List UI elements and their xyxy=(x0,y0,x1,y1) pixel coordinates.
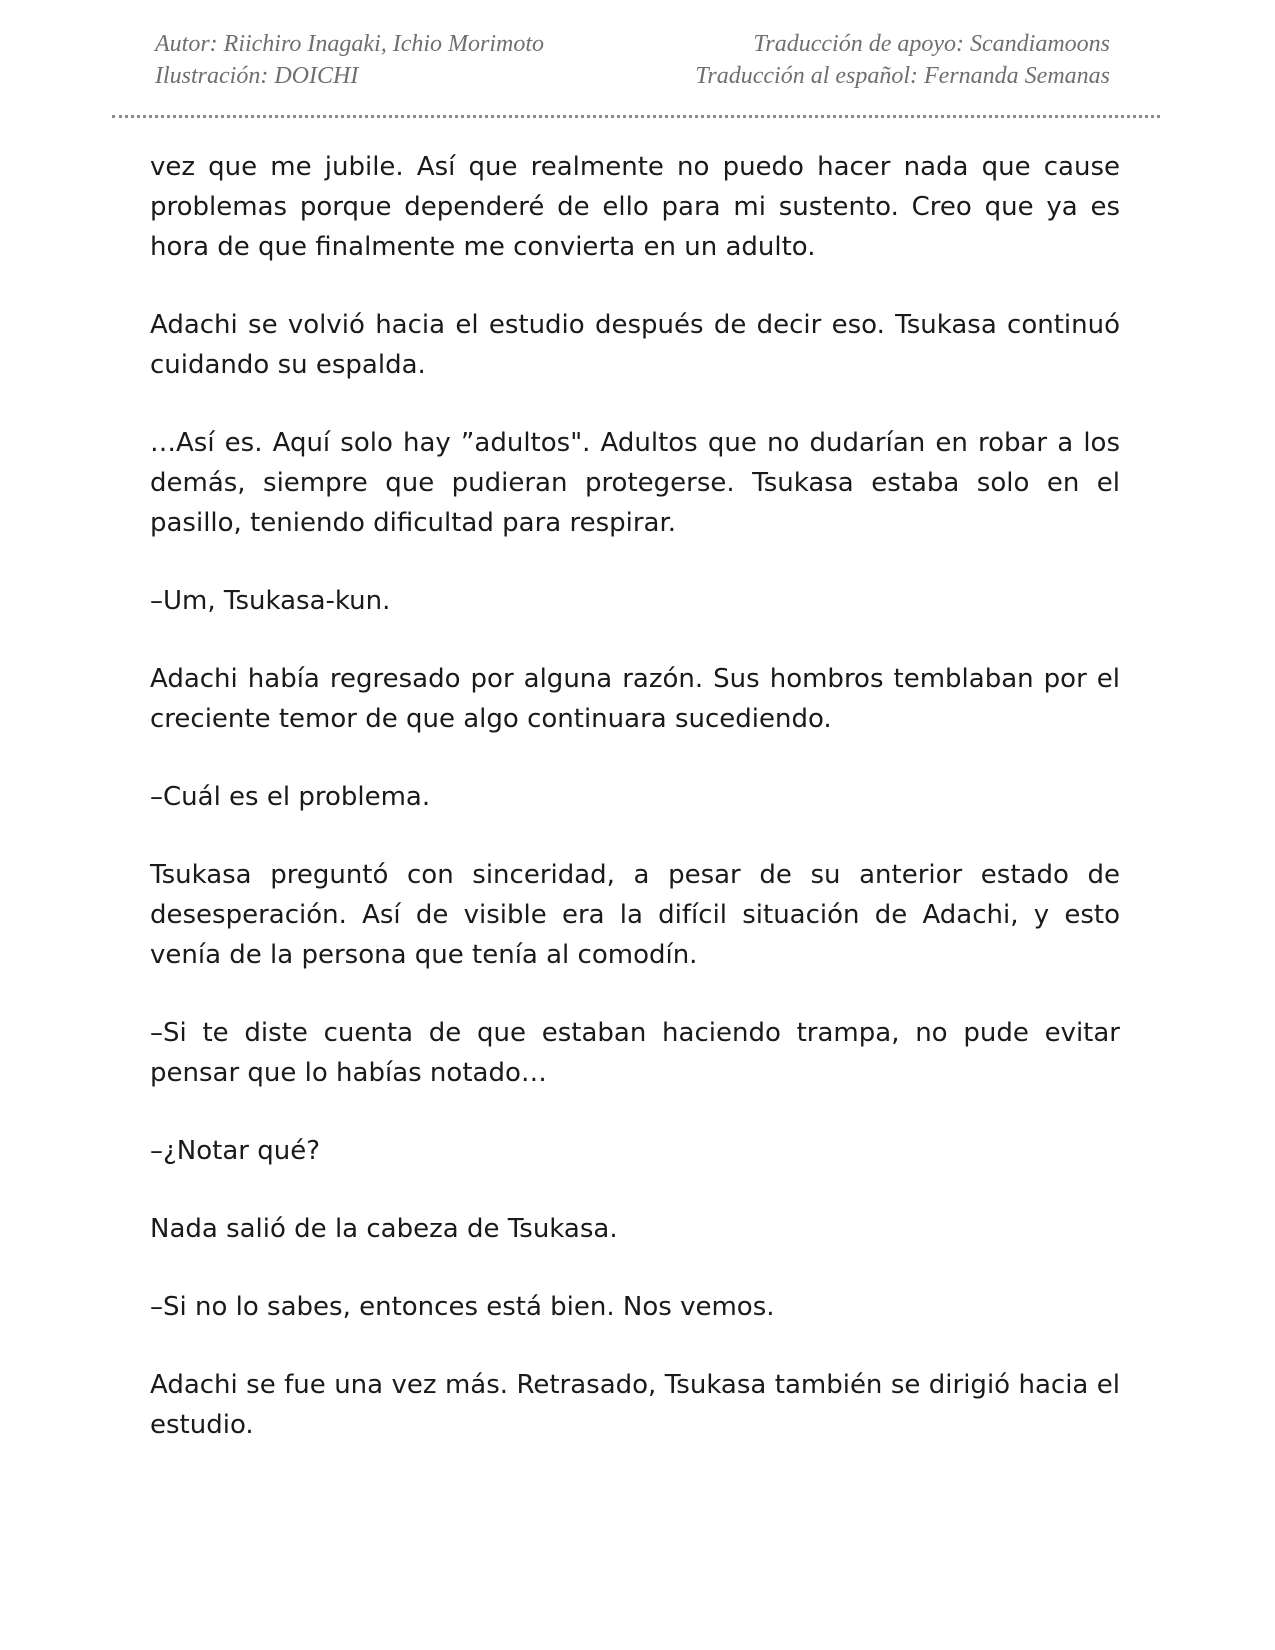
paragraph: –Um, Tsukasa-kun. xyxy=(150,586,391,616)
paragraph: …Así es. Aquí solo hay ”adultos". Adultos que no dudarían en robar a los demás, siempre que pudieran protegerse. Tsukasa estaba solo en el pasillo, teniendo dificultad para respirar. xyxy=(150,428,1120,538)
header-row-top xyxy=(155,28,1110,60)
spanish-translation-credit: Traducción al español: Fernanda Semanas xyxy=(695,63,1110,89)
paragraph: Adachi había regresado por alguna razón. Sus hombros temblaban por el creciente temor de que algo continuara sucediendo. xyxy=(150,664,1120,734)
author-credit: Autor: Riichiro Inagaki, Ichio Morimoto xyxy=(155,31,545,57)
paragraph: vez que me jubile. Así que realmente no puedo hacer nada que cause problemas porque dependeré de ello para mi sustento. Creo que ya es hora de que finalmente me convierta en un adulto. xyxy=(150,152,1120,262)
illustration-credit: Ilustración: DOICHI xyxy=(155,63,359,89)
header-row-bottom xyxy=(155,60,1110,92)
paragraph: –¿Notar qué? xyxy=(150,1136,321,1166)
page-body xyxy=(150,147,1120,1483)
paragraph: –Si te diste cuenta de que estaban haciendo trampa, no pude evitar pensar que lo habías notado… xyxy=(150,1018,1120,1088)
paragraph: Nada salió de la cabeza de Tsukasa. xyxy=(150,1214,618,1244)
paragraph: Adachi se fue una vez más. Retrasado, Tsukasa también se dirigió hacia el estudio. xyxy=(150,1370,1120,1440)
paragraph: Tsukasa preguntó con sinceridad, a pesar de su anterior estado de desesperación. Así de visible era la difícil situación de Adachi, y esto venía de la persona que tenía al comodín. xyxy=(150,860,1120,970)
page-header xyxy=(155,28,1110,92)
paragraph: –Si no lo sabes, entonces está bien. Nos vemos. xyxy=(150,1292,775,1322)
support-translation-credit: Traducción de apoyo: Scandiamoons xyxy=(753,31,1110,57)
paragraph: –Cuál es el problema. xyxy=(150,782,431,812)
header-divider xyxy=(112,115,1160,118)
paragraph: Adachi se volvió hacia el estudio después de decir eso. Tsukasa continuó cuidando su espalda. xyxy=(150,310,1120,380)
